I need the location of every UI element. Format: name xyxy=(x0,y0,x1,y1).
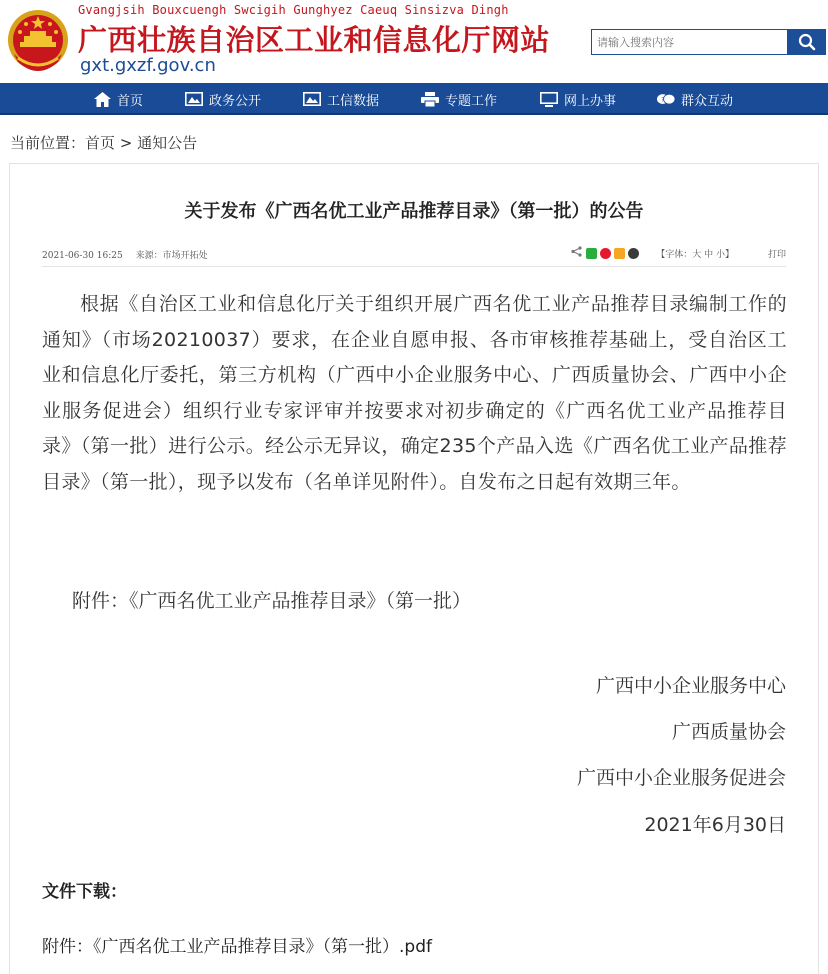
search-icon xyxy=(798,33,816,51)
article-meta xyxy=(42,248,218,261)
breadcrumb-home-link[interactable]: 首页 xyxy=(85,134,116,152)
nav-item-label: 群众互动 xyxy=(681,93,734,109)
share-icon[interactable] xyxy=(571,246,582,260)
site-title[interactable]: 广西壮族自治区工业和信息化厅网站 xyxy=(78,23,551,57)
print-button[interactable]: 打印 xyxy=(767,249,786,260)
wechat-icon[interactable] xyxy=(586,248,597,259)
breadcrumb-current-link[interactable]: 通知公告 xyxy=(137,134,198,152)
article-title: 关于发布《广西名优工业产品推荐目录》（第一批）的公告 xyxy=(184,201,644,222)
picture-icon xyxy=(185,91,203,107)
font-size-control[interactable]: 【字体：大 中 小】 xyxy=(656,249,734,260)
nav-item-label: 首页 xyxy=(117,93,144,109)
search-button[interactable] xyxy=(788,29,826,55)
national-emblem-logo[interactable] xyxy=(6,8,70,76)
article-source: 来源：市场开拓处 xyxy=(135,251,208,261)
printer-icon xyxy=(421,91,439,107)
nav-item-home[interactable] xyxy=(93,83,143,115)
content-panel xyxy=(9,163,819,974)
weibo-icon[interactable] xyxy=(600,248,611,259)
svg-text:?: ? xyxy=(661,95,665,104)
signature-line: 广西质量协会 xyxy=(671,721,786,743)
attachment-mention: 附件：《广西名优工业产品推荐目录》（第一批） xyxy=(72,590,472,612)
zhuang-language-title: Gvangjsih Bouxcuengh Swcigih Gunghyez Caeuq Sinsizva Dingh xyxy=(78,3,509,17)
nav-item-label: 工信数据 xyxy=(327,93,380,109)
qzone-icon[interactable] xyxy=(614,248,625,259)
nav-item-government-affairs[interactable] xyxy=(185,83,261,115)
nav-item-special-work[interactable] xyxy=(421,83,497,115)
nav-item-industry-data[interactable] xyxy=(303,83,379,115)
signature-line: 广西中小企业服务促进会 xyxy=(576,767,786,789)
breadcrumb-prefix: 当前位置： xyxy=(10,134,86,152)
meta-divider xyxy=(42,266,786,267)
article-tools xyxy=(571,246,786,260)
breadcrumb xyxy=(10,132,197,153)
attachment-download-link[interactable]: 附件：《广西名优工业产品推荐目录》（第一批）.pdf xyxy=(42,937,432,957)
signature-line: 广西中小企业服务中心 xyxy=(595,675,786,697)
nav-item-public-interaction[interactable] xyxy=(657,83,733,115)
chat-icon xyxy=(657,91,675,107)
main-nav xyxy=(0,83,828,115)
nav-item-online-service[interactable] xyxy=(540,83,616,115)
signature-date: 2021年6月30日 xyxy=(644,814,786,836)
article-body: 根据《自治区工业和信息化厅关于组织开展广西名优工业产品推荐目录编制工作的通知》（市场20210037）要求，在企业自愿申报、各市审核推荐基础上，受自治区工业和信息化厅委托，第三方机构（广西中小企业服务中心、广西质量协会、广西中小企业服务促进会）组织行业专家评审并按要求对初步确定的《广西名优工业产品推荐目录》（第一批）进行公示。经公示无异议，确定235个产品入选《广西名优工业产品推荐目录》（第一批），现予以发布（名单详见附件）。自发布之日起有效期三年。 xyxy=(42,293,787,493)
nav-item-label: 网上办事 xyxy=(564,93,617,109)
home-icon xyxy=(93,91,111,107)
publish-date: 2021-06-30 16:25 xyxy=(42,251,123,261)
site-header xyxy=(0,0,828,82)
monitor-icon xyxy=(540,91,558,107)
breadcrumb-separator: > xyxy=(115,134,138,152)
qq-icon[interactable] xyxy=(628,248,639,259)
download-section-title: 文件下载： xyxy=(42,882,127,902)
nav-item-label: 政务公开 xyxy=(209,93,262,109)
picture-icon xyxy=(303,91,321,107)
search-input[interactable] xyxy=(591,29,788,55)
nav-item-label: 专题工作 xyxy=(445,93,498,109)
site-domain: gxt.gxzf.gov.cn xyxy=(80,55,216,76)
